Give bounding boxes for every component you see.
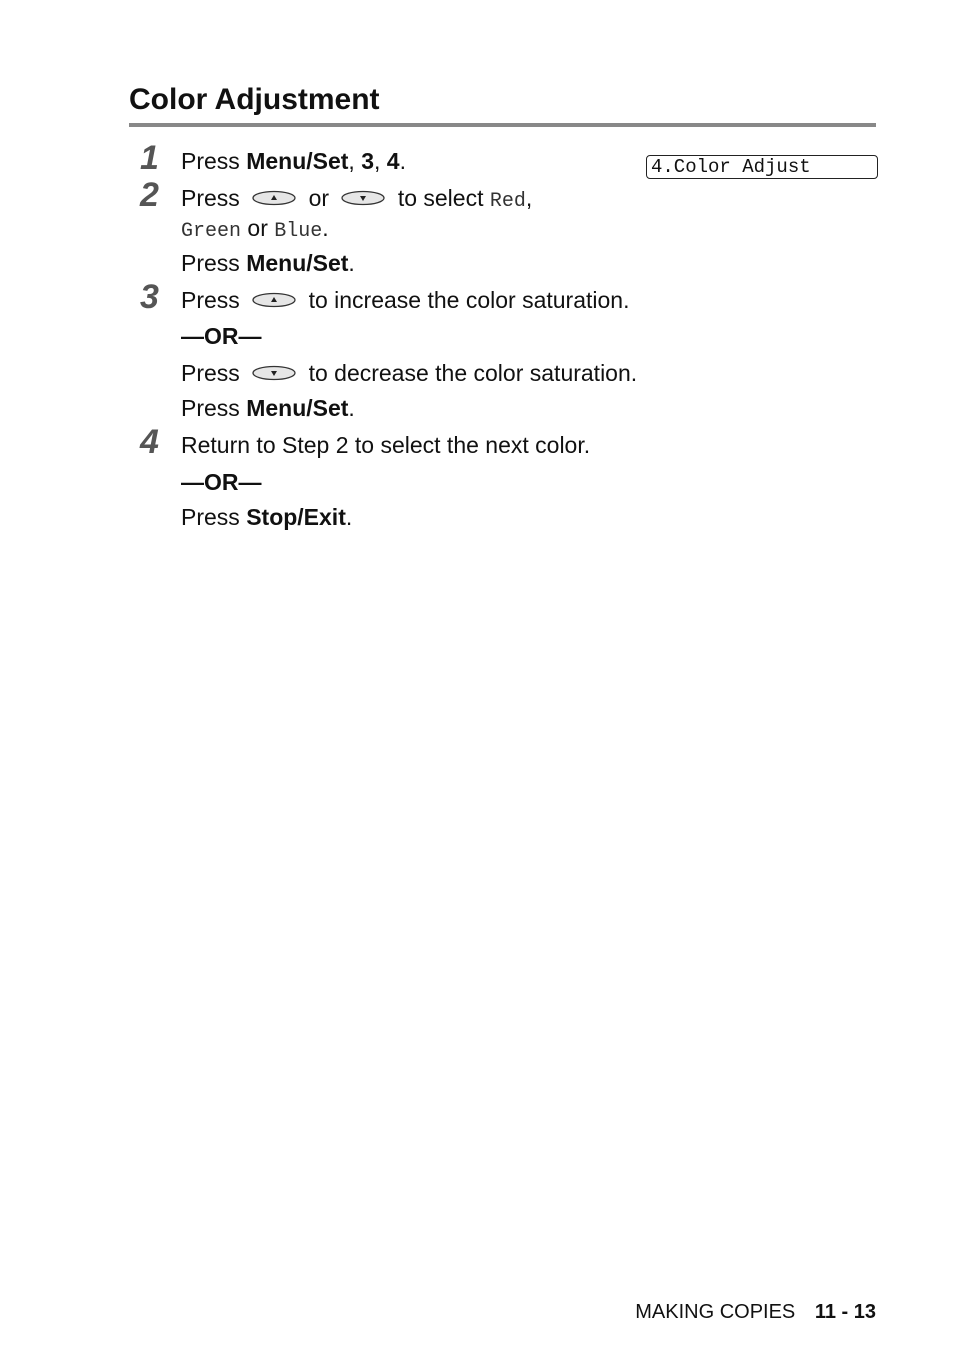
- footer-section: MAKING COPIES: [635, 1301, 796, 1323]
- down-arrow-key-icon: [341, 184, 385, 212]
- step-4-line-2: Press Stop/Exit.: [181, 504, 353, 530]
- or-separator: —OR—: [181, 469, 262, 495]
- text-press: Press: [181, 148, 240, 174]
- page-footer: [635, 1300, 876, 1324]
- up-arrow-key-icon: [252, 286, 296, 314]
- title-rule: [129, 123, 876, 127]
- step-2-line-3: Press Menu/Set.: [181, 250, 355, 276]
- step-3-line-1: Press to increase the color saturation.: [181, 287, 630, 313]
- step-3-line-2: Press to decrease the color saturation.: [181, 360, 638, 386]
- option-green: Green: [181, 220, 242, 243]
- option-blue: Blue: [274, 220, 323, 243]
- step-number-4: 4: [140, 423, 159, 461]
- step-number-1: 1: [140, 139, 159, 177]
- page-number: 11 - 13: [814, 1301, 876, 1323]
- step-number-2: 2: [140, 176, 159, 214]
- down-arrow-key-icon: [252, 359, 296, 387]
- up-arrow-key-icon: [252, 184, 296, 212]
- or-separator: —OR—: [181, 323, 262, 349]
- key-menu-set: Menu/Set: [246, 148, 349, 174]
- step-3-line-3: Press Menu/Set.: [181, 395, 355, 421]
- key-4: 4: [386, 148, 400, 174]
- key-stop-exit: Stop/Exit: [246, 504, 346, 530]
- step-4-line-1: Return to Step 2 to select the next color.: [181, 432, 591, 458]
- page-title: Color Adjustment: [129, 83, 380, 116]
- step-2-line-2: Green or Blue.: [181, 215, 329, 243]
- lcd-display: 4.Color Adjust: [646, 155, 878, 179]
- option-red: Red: [489, 190, 526, 213]
- step-1-line: Press Menu/Set, 3, 4.: [181, 148, 406, 174]
- key-3: 3: [361, 148, 374, 174]
- step-number-3: 3: [140, 278, 159, 316]
- step-2-line-1: Press or to select Red,: [181, 185, 533, 213]
